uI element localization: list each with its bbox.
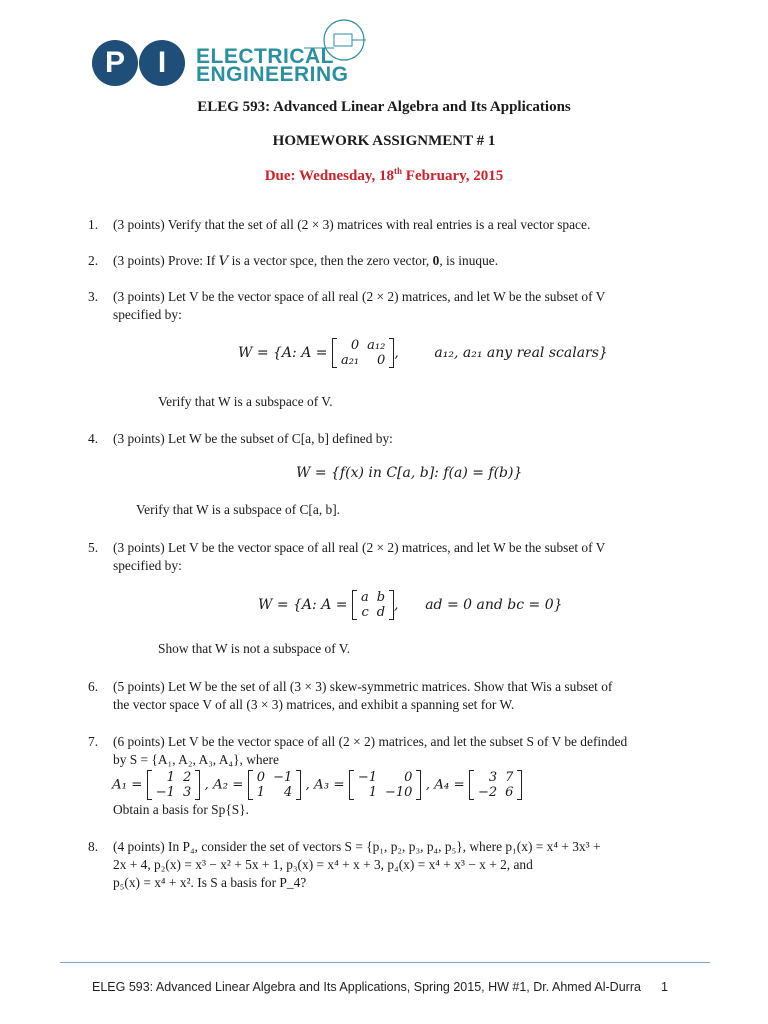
footer-divider <box>60 962 710 963</box>
due-date: Due: Wednesday, 18th February, 2015 <box>264 166 504 184</box>
q7-basis: Obtain a basis for Sp{S}. <box>113 802 249 817</box>
dept-line-2: ENGINEERING <box>196 63 349 86</box>
q3-verify: Verify that W is a subspace of V. <box>158 394 333 409</box>
q4-verify: Verify that W is a subspace of C[a, b]. <box>136 502 341 517</box>
q3-equation: W = {A: A = 0 a₁₂ a₂₁ 0 , a₁₂, a₂₁ any real scalars} <box>238 338 608 368</box>
dept-line-1: ELECTRICAL <box>196 45 334 68</box>
logo-i-circle: I <box>139 40 185 86</box>
assignment-title: HOMEWORK ASSIGNMENT # 1 <box>272 133 496 149</box>
q5-show: Show that W is not a subspace of V. <box>158 641 351 656</box>
course-title: ELEG 593: Advanced Linear Algebra and Its Applications <box>197 99 571 115</box>
page-number: 1 <box>661 980 668 994</box>
logo-p-circle: P <box>92 40 138 86</box>
q4-equation: W = {f(x) in C[a, b]: f(a) = f(b)} <box>296 465 523 481</box>
footer-text: ELEG 593: Advanced Linear Algebra and Its Applications, Spring 2015, HW #1, Dr. Ahmed Al-Durra <box>92 980 641 994</box>
circuit-logo-icon <box>300 18 372 66</box>
q5-equation: W = {A: A = a b c d , ad = 0 and bc = 0} <box>258 590 563 620</box>
q7-matrices: A₁ = 1 2 −1 3 , A₂ = 0 −1 1 4 , A₃ = −1 0 1 −10 , A₄ = 3 7 −2 6 <box>112 770 522 800</box>
